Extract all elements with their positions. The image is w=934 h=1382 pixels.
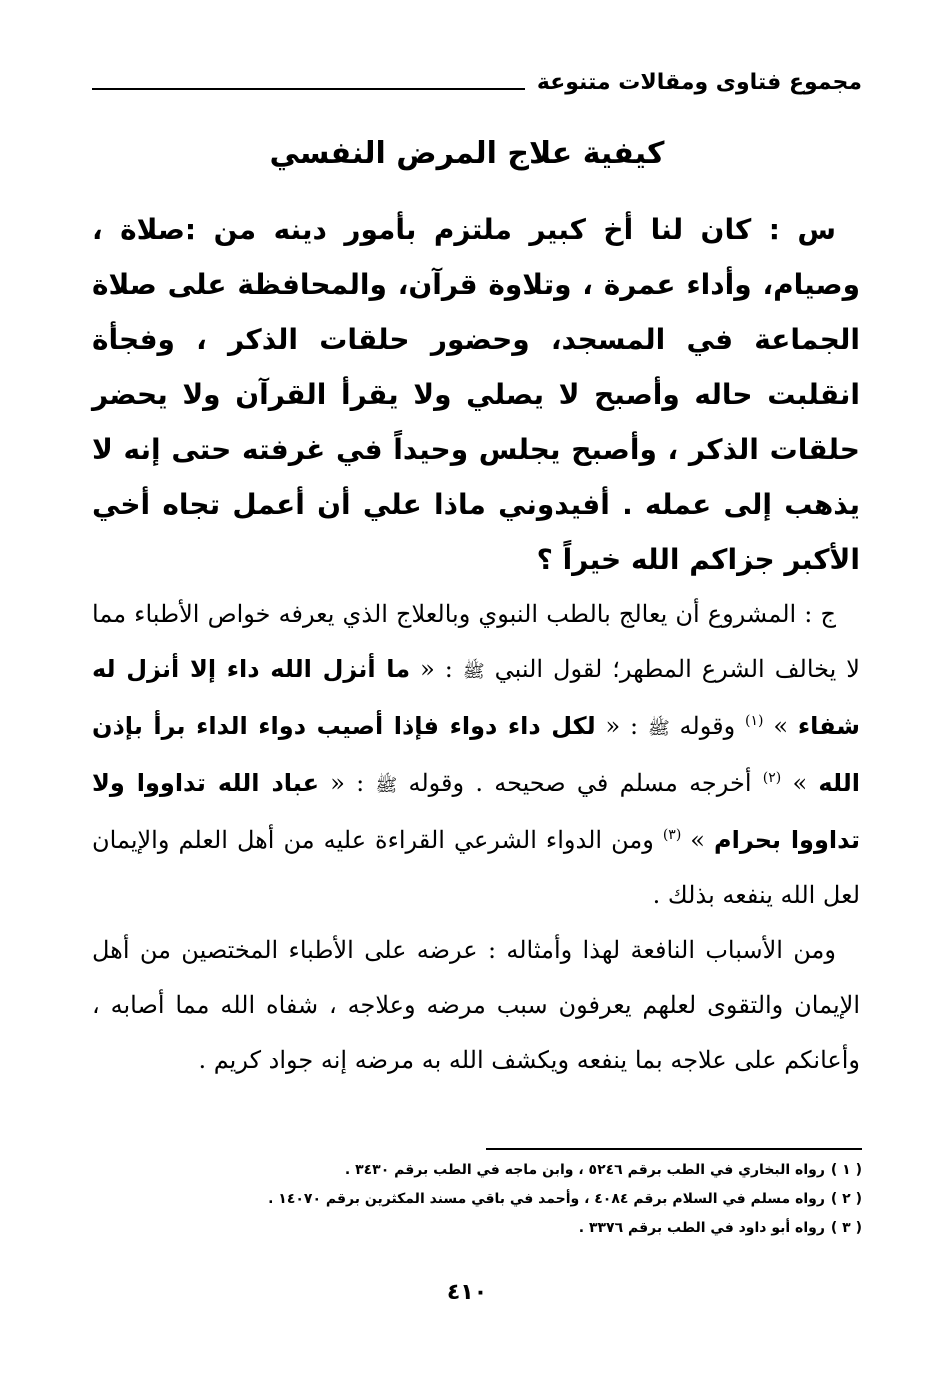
quote-close: » xyxy=(781,769,819,797)
footnote-item xyxy=(92,1214,862,1243)
question-text: س : كان لنا أخ كبير ملتزم بأمور دينه من :صلاة ، وصيام، وأداء عمرة ، وتلاوة قرآن، والمحافظة على صلاة الجماعة في المسجد، وحضور حلقات الذكر ، وفجأة انقلبت حاله وأصبح لا يصلي ولا يقرأ القرآن ولا يحضر حلقات الذكر ، وأصبح يجلس وحيداً في غرفته حتى إنه لا يذهب إلى عمله . أفيدوني ماذا علي أن أعمل تجاه أخي الأكبر جزاكم الله خيراً ؟ xyxy=(92,213,860,576)
answer-text: ومن الدواء الشرعي القراءة عليه من أهل العلم والإيمان لعل الله ينفعه بذلك . xyxy=(92,826,860,909)
book-title: مجموع فتاوى ومقالات متنوعة xyxy=(536,69,862,95)
footnote-ref: (١) xyxy=(745,713,764,729)
footnote-ref: (٣) xyxy=(662,827,682,843)
answer-intro: ج : المشروع أن يعالج بالطب النبوي وبالعلاج الذي يعرفه خواص الأطباء مما لا يخالف الشرع المطهر؛ لقول النبي xyxy=(92,600,860,683)
footnote-ref: (٢) xyxy=(762,770,782,786)
answer-text: أخرجه مسلم في صحيحه . وقوله xyxy=(397,769,763,797)
running-header xyxy=(92,62,862,102)
quote-close: » xyxy=(763,712,798,740)
footnotes xyxy=(92,1156,862,1243)
footnote-text: رواه أبو داود في الطب برقم ٣٣٧٦ . xyxy=(578,1220,825,1236)
footnote-item xyxy=(92,1156,862,1185)
hadith-quote: عباد الله تداووا ولا تداووا بحرام xyxy=(92,769,860,854)
footnote-text: رواه مسلم في السلام برقم ٤٠٨٤ ، وأحمد في باقي مسند المكثرين برقم ١٤٠٧٠ . xyxy=(268,1191,825,1207)
footnote-rule xyxy=(486,1148,862,1150)
quote-close: » xyxy=(681,826,715,854)
footnote-text: رواه البخاري في الطب برقم ٥٢٤٦ ، وابن ماجه في الطب برقم ٣٤٣٠ . xyxy=(344,1162,825,1178)
article-title: كيفية علاج المرض النفسي xyxy=(269,136,665,171)
footnote-marker: ( ١ ) xyxy=(830,1162,862,1178)
quote-open: : « xyxy=(318,769,376,797)
hadith-quote: لكل داء دواء فإذا أصيب دواء الداء برأ بإذن الله xyxy=(92,712,860,797)
advice-text: ومن الأسباب النافعة لهذا وأمثاله : عرضه على الأطباء المختصين من أهل الإيمان والتقوى لعلهم يعرفون سبب مرضه وعلاجه ، شفاه الله مما أصابه ، وأعانكم على علاجه بما ينفعه ويكشف الله به مرضه إنه جواد كريم . xyxy=(92,936,860,1074)
page-number: ٤١٠ xyxy=(446,1280,488,1305)
hadith-quote: ما أنزل الله داء إلا أنزل له شفاء xyxy=(92,655,860,740)
footnote-marker: ( ٣ ) xyxy=(830,1220,862,1236)
footnote-item xyxy=(92,1185,862,1214)
footnote-marker: ( ٢ ) xyxy=(830,1191,862,1207)
salutation-glyph: ﷺ xyxy=(462,661,485,682)
answer-text: وقوله xyxy=(669,712,746,740)
salutation-glyph: ﷺ xyxy=(647,718,670,739)
quote-open: : « xyxy=(595,712,648,740)
salutation-glyph: ﷺ xyxy=(375,775,398,796)
quote-open: : « xyxy=(410,655,463,683)
question-paragraph xyxy=(92,202,860,587)
article-body xyxy=(92,202,860,1088)
answer-paragraph xyxy=(92,587,860,923)
header-rule xyxy=(92,88,525,90)
advice-paragraph xyxy=(92,923,860,1088)
